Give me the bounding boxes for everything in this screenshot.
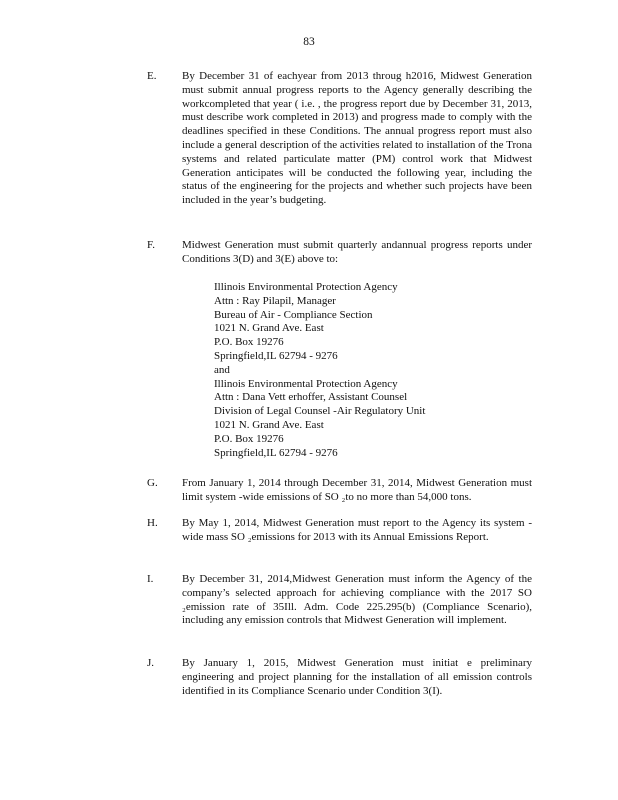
condition-label: G. xyxy=(147,477,158,489)
condition-label: I. xyxy=(147,573,154,585)
address-line: P.O. Box 19276 xyxy=(214,432,284,445)
address-block xyxy=(214,281,425,460)
address-line: Illinois Environmental Protection Agency xyxy=(214,281,398,293)
address-line: 1021 N. Grand Ave. East xyxy=(214,418,324,431)
address-line: Division of Legal Counsel -Air Regulatory Unit xyxy=(214,405,426,418)
address-line: Springfield,IL 62794 - 9276 xyxy=(214,349,338,362)
condition-text: From January 1, 2014 through December 31, 2014, Midwest Generation must limit system -wide emissions of SO ₂to no more than 54,000 tons. xyxy=(182,477,532,503)
condition-text: By January 1, 2015, Midwest Generation must initiat e preliminary engineering and project planning for the installation of all emission controls identified in its Compliance Scenario under Condition 3(I). xyxy=(182,657,532,697)
condition-text: By May 1, 2014, Midwest Generation must report to the Agency its system -wide mass SO ₂emissions for 2013 with its Annual Emissions Report. xyxy=(182,517,532,543)
address-line: and xyxy=(214,363,230,376)
address-line: Attn : Ray Pilapil, Manager xyxy=(214,294,336,307)
condition-text: By December 31 of eachyear from 2013 throug h2016, Midwest Generation must submit annual progress reports to the Agency generally describing the workcompleted that year ( i.e. , the progress report due by December 31, 2013, must describe work completed in 2013) and progress made to comply with the deadlines specified in these Conditions. The annual progress report must also include a general description of the activities related to installation of the Trona systems and related particulate matter (PM) control work that Midwest Generation anticipates will be conducted the following year, including the status of the engineering for the projects and whether such projects have been included in the year’s budgeting. xyxy=(182,70,532,207)
condition-label: H. xyxy=(147,517,158,529)
address-line: Springfield,IL 62794 - 9276 xyxy=(214,446,338,459)
condition-text: Midwest Generation must submit quarterly andannual progress reports under Conditions 3(D) and 3(E) above to: xyxy=(182,239,532,265)
address-line: Attn : Dana Vett erhoffer, Assistant Counsel xyxy=(214,391,408,404)
condition-label: J. xyxy=(147,657,155,669)
address-line: 1021 N. Grand Ave. East xyxy=(214,322,324,335)
address-line: Bureau of Air - Compliance Section xyxy=(214,308,373,321)
address-line: Illinois Environmental Protection Agency xyxy=(214,377,398,390)
condition-label: F. xyxy=(147,239,155,251)
address-line: P.O. Box 19276 xyxy=(214,336,284,349)
page-number: 83 xyxy=(303,36,315,48)
condition-label: E. xyxy=(147,70,157,82)
condition-text: By December 31, 2014,Midwest Generation must inform the Agency of the company’s selected approach for achieving compliance with the 2017 SO ₂emission rate of 35Ill. Adm. Code 225.295(b) (Compliance Scenario), including any emission controls that Midwest Generation will implement. xyxy=(182,573,532,627)
